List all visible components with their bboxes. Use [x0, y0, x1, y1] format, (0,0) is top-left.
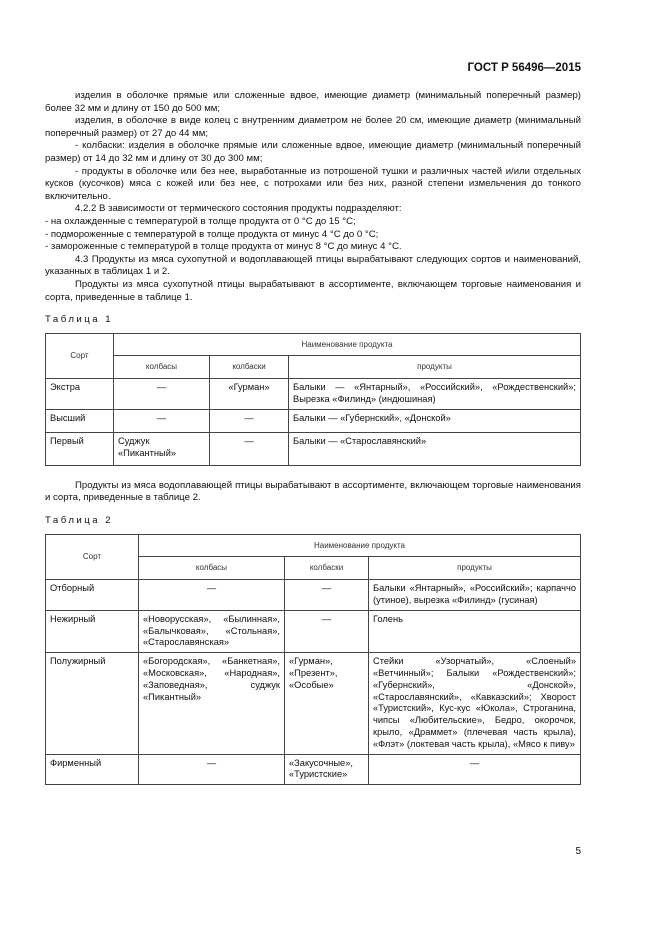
- table-cell: Суджук «Пикантный»: [114, 432, 210, 465]
- table1-caption: Таблица 1: [45, 314, 114, 326]
- paragraph: - колбаски: изделия в оболочке прямые или сложенные вдвое, имеющие диаметр (минимальный поперечный размер) от 14 до 32 мм и длину от 30 до 300 мм;: [45, 140, 581, 164]
- table-cell: Голень: [369, 610, 581, 652]
- table-cell: Балыки — «Старославянский»: [289, 432, 581, 465]
- table-row: [46, 432, 581, 465]
- table-cell: —: [285, 580, 369, 611]
- table-header-col3: продукты: [289, 356, 581, 379]
- paragraph: изделия, в оболочке в виде колец с внутренним диаметром не более 20 см, имеющие диаметр (минимальный поперечный размер) от 27 до 44 мм;: [45, 115, 581, 139]
- table2-caption: Таблица 2: [45, 515, 114, 527]
- paragraph: Продукты из мяса сухопутной птицы вырабатывают в ассортименте, включающем торговые наименования и сорта, приведенные в таблице 1.: [45, 278, 581, 303]
- paragraph: - подмороженные с температурой в толще продукта от минус 4 °С до 0 °С;: [45, 228, 379, 240]
- paragraph: - на охлажденные с температурой в толще продукта от 0 °С до 15 °С;: [45, 215, 356, 227]
- table-cell: «Новорусская», «Былинная», «Балычковая», «Стольная», «Старославянская»: [139, 610, 285, 652]
- table-cell: Балыки — «Губернский», «Донской»: [289, 409, 581, 432]
- table-cell: Экстра: [46, 379, 114, 410]
- table-cell: Балыки «Янтарный», «Российский»; карпаччо (утиное), вырезка «Филинд» (гусиная): [369, 580, 581, 611]
- table-row: [46, 409, 581, 432]
- paragraph: 4.2.2 В зависимости от термического состояния продукты подразделяют:: [75, 203, 402, 215]
- paragraph: - продукты в оболочке или без нее, выработанные из потрошеной тушки и различных частей и/или отдельных кусков (кусочков) мяса с кожей или без нее, с потрохами или без них, разной степени измельчения до тонкого включительно.: [45, 165, 581, 202]
- paragraph: 4.3 Продукты из мяса сухопутной и водоплавающей птицы вырабатывают следующих сортов и наименований, указанных в таблицах 1 и 2.: [45, 253, 581, 278]
- paragraph: изделия в оболочке прямые или сложенные вдвое, имеющие диаметр (минимальный поперечный размер) более 32 мм и длину от 150 до 500 мм;: [45, 90, 581, 114]
- table-header-col1: колбасы: [139, 557, 285, 580]
- table-row: [46, 379, 581, 410]
- standard-header: ГОСТ Р 56496—2015: [467, 62, 581, 74]
- table-cell: —: [285, 610, 369, 652]
- table1: [45, 333, 581, 466]
- table-row: [46, 610, 581, 652]
- table-cell: Стейки «Узорчатый», «Слоеный» «Ветчинный»; Балыки «Рождественский»; «Губернский», «Донской», «Старославянский», «Кавказский»; Хворост «Туристский», Кус-кус «Юкола», Строганина, чипсы «Любительские», Бедро, окорочок, крыло, «Драммет» (плечевая часть крыла), «Флэт» (локтевая часть крыла), «Мясо к пиву»: [369, 653, 581, 754]
- table-header-sort: Сорт: [46, 534, 139, 580]
- table-header-col3: продукты: [369, 557, 581, 580]
- table-cell: Первый: [46, 432, 114, 465]
- table-cell: «Гурман», «Презент», «Особые»: [285, 653, 369, 754]
- table-cell: Фирменный: [46, 754, 139, 785]
- paragraph: - замороженные с температурой в толще продукта от минус 8 °С до минус 4 °С.: [45, 241, 402, 253]
- table-cell: Балыки — «Янтарный», «Российский», «Рождественский»; Вырезка «Филинд» (индюшиная): [289, 379, 581, 410]
- document-body: [45, 90, 581, 785]
- table-cell: —: [210, 409, 289, 432]
- table-cell: Нежирный: [46, 610, 139, 652]
- table-row: [46, 754, 581, 785]
- table-cell: «Закусочные», «Туристские»: [285, 754, 369, 785]
- table-header-col1: колбасы: [114, 356, 210, 379]
- paragraph: Продукты из мяса водоплавающей птицы вырабатывают в ассортименте, включающем торговые наименования и сорта, приведенные в таблице 2.: [45, 479, 581, 504]
- table-cell: —: [139, 754, 285, 785]
- table-row: [46, 653, 581, 754]
- table-cell: Высший: [46, 409, 114, 432]
- page-number: 5: [575, 846, 581, 857]
- table2: [45, 534, 581, 786]
- table-cell: «Богородская», «Банкетная», «Московская», «Народная», «Заповедная», суджук «Пикантный»: [139, 653, 285, 754]
- table-cell: —: [369, 754, 581, 785]
- table-cell: —: [139, 580, 285, 611]
- table-cell: —: [114, 409, 210, 432]
- table-header-group: Наименование продукта: [114, 333, 581, 356]
- table-cell: —: [114, 379, 210, 410]
- table-cell: Отборный: [46, 580, 139, 611]
- table-row: [46, 580, 581, 611]
- table-cell: —: [210, 432, 289, 465]
- table-cell: Полужирный: [46, 653, 139, 754]
- table-cell: «Гурман»: [210, 379, 289, 410]
- table-header-col2: колбаски: [285, 557, 369, 580]
- table-header-group: Наименование продукта: [139, 534, 581, 557]
- table-header-sort: Сорт: [46, 333, 114, 379]
- table-header-col2: колбаски: [210, 356, 289, 379]
